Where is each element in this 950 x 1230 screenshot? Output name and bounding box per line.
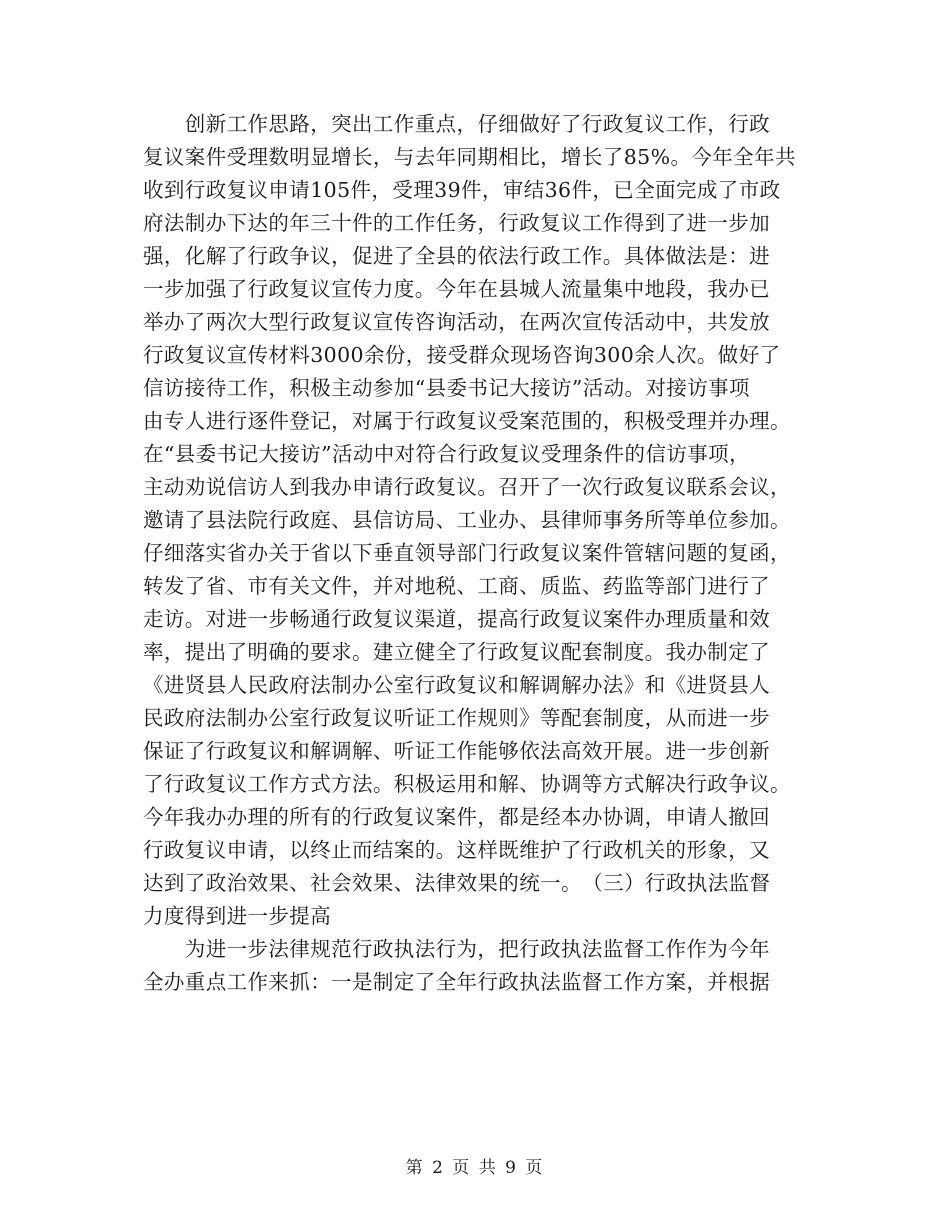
text-line: 信访接待工作，积极主动参加“县委书记大接访”活动。对接访事项 [143,376,750,400]
text-line: 行政复议宣传材料3000余份，接受群众现场咨询300余人次。做好了 [143,343,781,367]
text-line: 率，提出了明确的要求。建立健全了行政复议配套制度。我办制定了 [143,640,770,664]
text-line: 在“县委书记大接访”活动中对符合行政复议受理条件的信访事项， [143,442,750,466]
text-line: 全办重点工作来抓：一是制定了全年行政执法监督工作方案，并根据 [143,970,770,994]
text-line: 举办了两次大型行政复议宣传咨询活动，在两次宣传活动中，共发放 [143,310,770,334]
text-line: 邀请了县法院行政庭、县信访局、工业办、县律师事务所等单位参加。 [143,508,791,532]
text-line: 保证了行政复议和解调解、听证工作能够依法高效开展。进一步创新 [143,739,770,763]
text-line: 强，化解了行政争议，促进了全县的依法行政工作。具体做法是：进 [143,244,770,268]
text-line: 复议案件受理数明显增长，与去年同期相比，增长了85%。今年全年共 [143,145,796,169]
text-line: 行政复议申请，以终止而结案的。这样既维护了行政机关的形象，又 [143,838,770,862]
text-line: 由专人进行逐件登记，对属于行政复议受案范围的，积极受理并办理。 [143,409,791,433]
page-footer: 第 2 页 共 9 页 [405,1158,545,1178]
text-line: 府法制办下达的年三十件的工作任务，行政复议工作得到了进一步加 [143,211,770,235]
text-line: 达到了政治效果、社会效果、法律效果的统一。 （三）行政执法监督 [143,871,771,895]
text-line: 为进一步法律规范行政执法行为，把行政执法监督工作作为今年 [143,937,770,961]
text-line: 民政府法制办公室行政复议听证工作规则》等配套制度，从而进一步 [143,706,770,730]
text-line: 一步加强了行政复议宣传力度。今年在县城人流量集中地段，我办已 [143,277,770,301]
text-line: 力度得到进一步提高 [143,904,332,928]
text-line: 走访。对进一步畅通行政复议渠道，提高行政复议案件办理质量和效 [143,607,770,631]
text-line: 仔细落实省办关于省以下垂直领导部门行政复议案件管辖问题的复函， [143,541,791,565]
text-line: 主动劝说信访人到我办申请行政复议。召开了一次行政复议联系会议， [143,475,791,499]
body-text [143,108,813,999]
text-line: 今年我办办理的所有的行政复议案件，都是经本办协调，申请人撤回 [143,805,770,829]
text-line: 创新工作思路，突出工作重点，仔细做好了行政复议工作，行政 [143,112,770,136]
text-line: 收到行政复议申请105件，受理39件，审结36件，已全面完成了市政 [143,178,781,202]
text-line: 转发了省、市有关文件，并对地税、工商、质监、药监等部门进行了 [143,574,770,598]
text-line: 《进贤县人民政府法制办公室行政复议和解调解办法》和《进贤县人 [143,673,770,697]
text-line: 了行政复议工作方式方法。积极运用和解、协调等方式解决行政争议。 [143,772,791,796]
